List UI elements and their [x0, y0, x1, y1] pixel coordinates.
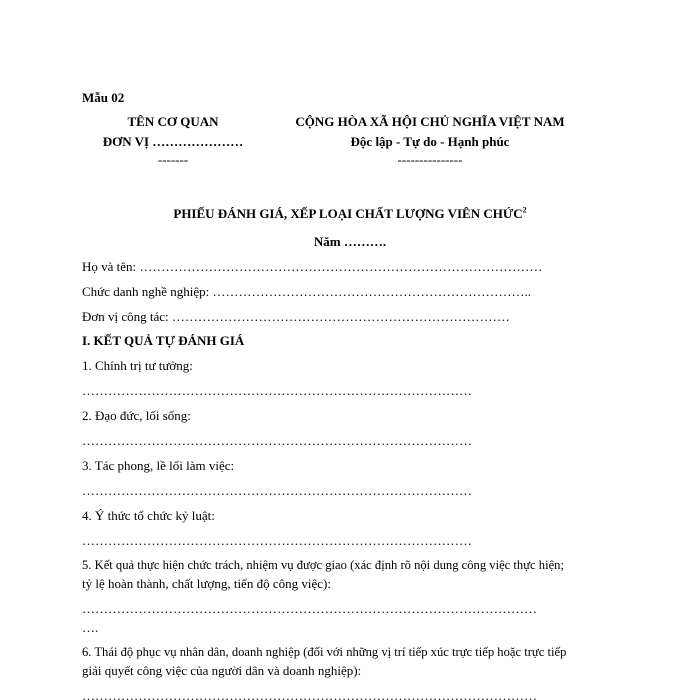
item-5-dots-line1: ……………………………………………………………………………………………	[82, 601, 537, 616]
national-motto: Độc lập - Tự do - Hạnh phúc	[350, 134, 510, 149]
document-title-text: PHIẾU ĐÁNH GIÁ, XẾP LOẠI CHẤT LƯỢNG VIÊN CHỨC	[173, 206, 523, 221]
item-1-dots: ………………………………………………………………………………	[82, 383, 472, 398]
title-footnote: 2	[522, 205, 527, 215]
item-1-label: 1. Chính trị tư tưởng:	[82, 358, 193, 373]
form-code: Mẫu 02	[82, 90, 125, 105]
field-unit: Đơn vị công tác: ……………………………………………………………………	[82, 309, 510, 324]
national-divider: ---------------	[397, 152, 463, 167]
item-5-label-line1: 5. Kết quả thực hiện chức trách, nhiệm vụ được giao (xác định rõ nội dung công việc thực hiện;	[82, 558, 564, 572]
item-3-label: 3. Tác phong, lề lối làm việc:	[82, 458, 235, 473]
item-6-label-line1: 6. Thái độ phục vụ nhân dân, doanh nghiệp (đối với những vị trí tiếp xúc trực tiếp hoặc trực tiếp	[82, 645, 567, 659]
year-line: Năm ……….	[313, 234, 387, 249]
item-2-label: 2. Đạo đức, lối sống:	[82, 408, 191, 423]
item-2-dots: ………………………………………………………………………………	[82, 433, 472, 448]
item-5-dots-line2: ….	[82, 620, 99, 635]
item-5-label-line2: tỷ lệ hoàn thành, chất lượng, tiến độ công việc):	[82, 576, 331, 591]
item-4-label: 4. Ý thức tổ chức kỷ luật:	[82, 508, 215, 523]
item-3-dots: ………………………………………………………………………………	[82, 483, 472, 498]
national-name: CỘNG HÒA XÃ HỘI CHỦ NGHĨA VIỆT NAM	[295, 114, 565, 129]
agency-divider: -------	[157, 152, 189, 167]
agency-name: TÊN CƠ QUAN	[127, 114, 219, 129]
agency-unit: ĐƠN VỊ …………………	[102, 134, 244, 149]
section-heading: I. KẾT QUẢ TỰ ĐÁNH GIÁ	[82, 333, 245, 348]
field-name: Họ và tên: …………………………………………………………………………………	[82, 259, 543, 274]
item-6-dots: ……………………………………………………………………………………………	[82, 688, 537, 700]
document-title	[100, 206, 600, 222]
field-job-title: Chức danh nghề nghiệp: ………………………………………………………………..	[82, 284, 532, 299]
item-6-label-line2: giải quyết công việc của người dân và doanh nghiệp):	[82, 663, 362, 678]
item-4-dots: ………………………………………………………………………………	[82, 533, 472, 548]
